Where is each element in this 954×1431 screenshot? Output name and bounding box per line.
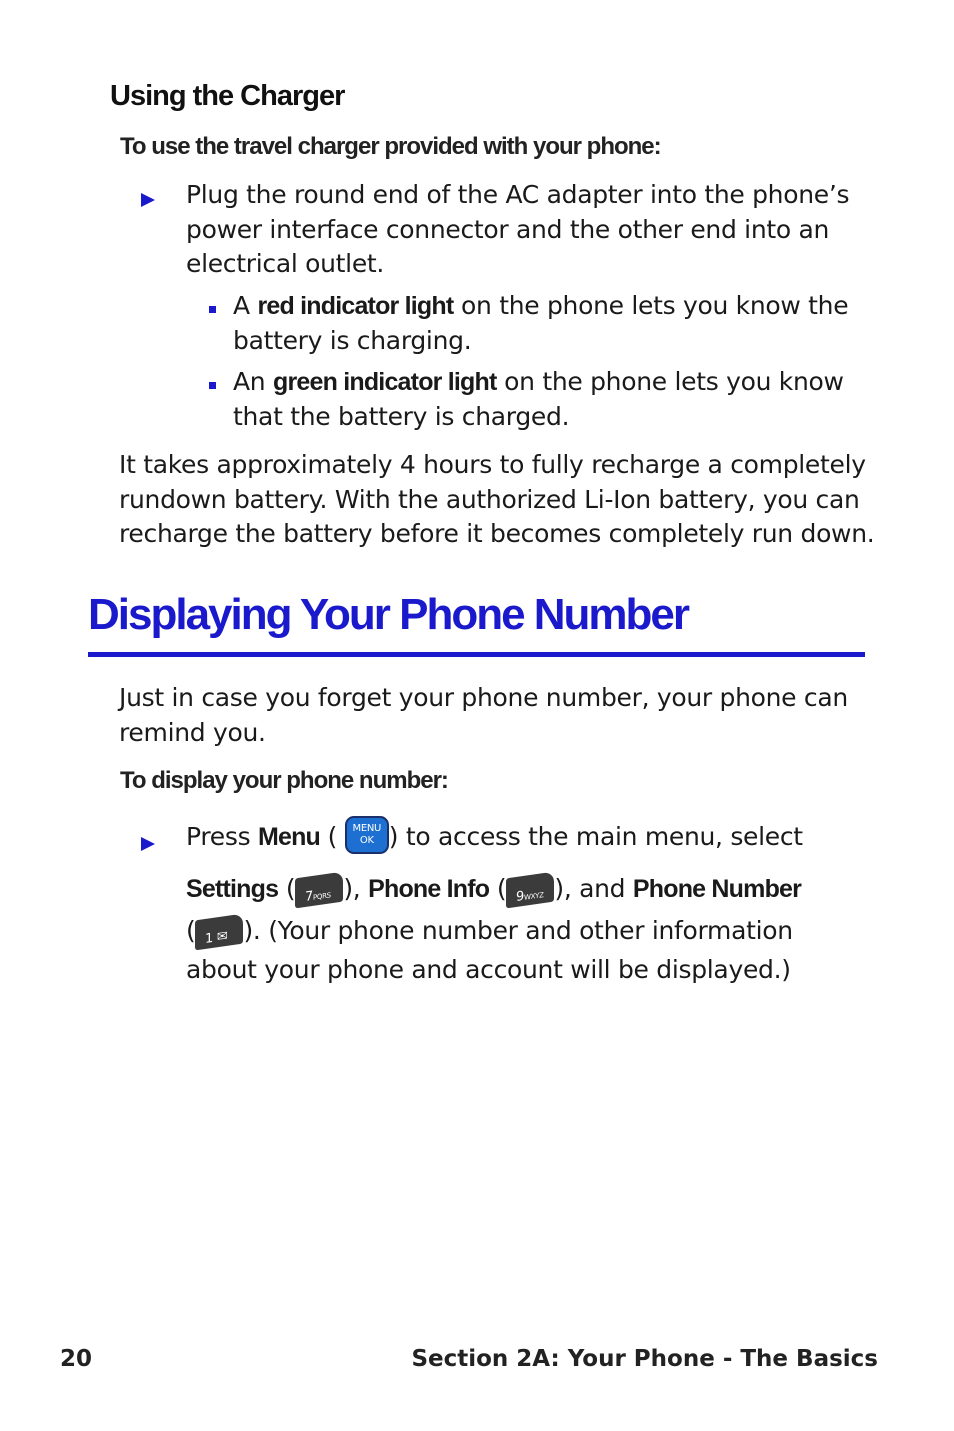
charger-step: Plug the round end of the AC adapter into the phone’s power interface connector and the other end into an electrical outlet.: [186, 180, 850, 278]
step-line-1: Press Menu ( MENU OK ) to access the main menu, select: [186, 820, 906, 864]
bullet-green-light: An green indicator light on the phone lets you know that the battery is charged.: [233, 367, 844, 431]
arrow-bullet-icon: [141, 837, 155, 851]
section-heading-charger: Using the Charger: [110, 80, 345, 112]
intro-paragraph: Just in case you forget your phone number, your phone can remind you.: [119, 683, 848, 747]
charger-lead: To use the travel charger provided with your phone:: [120, 133, 661, 160]
square-bullet-icon: [209, 382, 216, 389]
charge-time-paragraph: It takes approximately 4 hours to fully recharge a completely rundown battery. With the authorized Li-Ion battery, you can recharge the battery before it becomes completely run down.: [119, 450, 875, 548]
bullet-red-light: A red indicator light on the phone lets you know the battery is charging.: [233, 291, 849, 355]
step-line-2: Settings ( 7PQRS ), Phone Info ( 9WXYZ ), and Phone Number: [186, 872, 906, 912]
page-title: Displaying Your Phone Number: [88, 590, 689, 639]
step-line-3: ( 1 ✉ ). (Your phone number and other information about your phone and account will be displayed.): [186, 914, 906, 987]
key-9-icon: 9WXYZ: [506, 872, 554, 909]
menu-ok-key-icon: MENU OK: [345, 816, 389, 854]
heading-rule: [88, 652, 865, 657]
square-bullet-icon: [209, 306, 216, 313]
arrow-bullet-icon: [141, 193, 155, 207]
envelope-icon: 1 ✉: [195, 914, 243, 951]
display-lead: To display your phone number:: [120, 767, 448, 794]
key-7-icon: 7PQRS: [295, 872, 343, 909]
page-number: 20: [60, 1346, 93, 1372]
section-footer: Section 2A: Your Phone - The Basics: [411, 1346, 878, 1372]
